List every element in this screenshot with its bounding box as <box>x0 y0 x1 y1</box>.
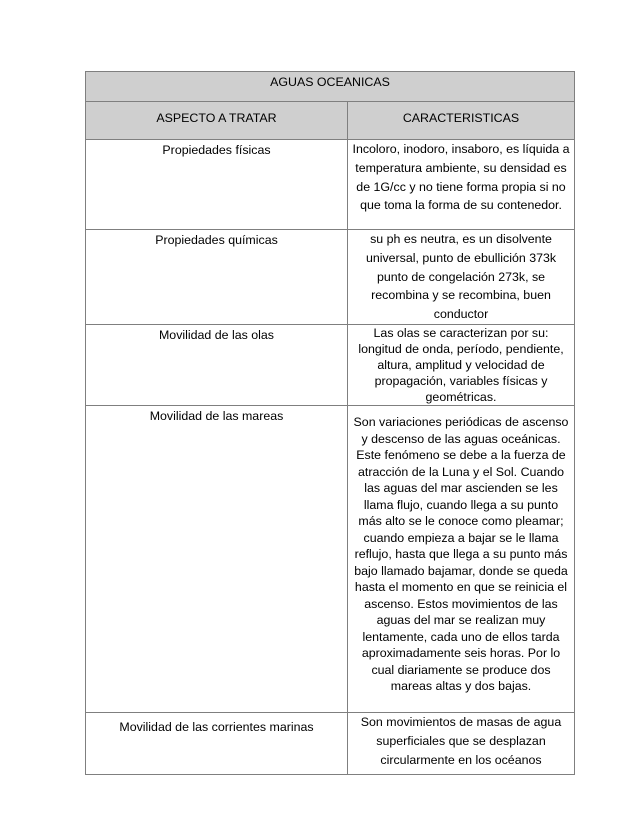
aspect-cell: Movilidad de las mareas <box>86 406 348 713</box>
aspect-cell: Movilidad de las olas <box>86 325 348 406</box>
aspect-cell: Propiedades químicas <box>86 230 348 325</box>
characteristics-cell: Incoloro, inodoro, insaboro, es líquida a temperatura ambiente, su densidad es de 1G/cc y no tiene forma propia si no que toma la forma de su contenedor. <box>348 140 575 230</box>
characteristics-cell: Son variaciones periódicas de ascenso y descenso de las aguas oceánicas. Este fenómeno se debe a la fuerza de atracción de la Luna y el Sol. Cuando las aguas del mar ascienden se les llama flujo, cuando llega a su punto más alto se le conoce como pleamar; cuando empieza a bajar se le llama reflujo, hasta que llega a su punto más bajo llamado bajamar, donde se queda hasta el momento en que se reinicia el ascenso. Estos movimientos de las aguas del mar se realizan muy lentamente, cada uno de ellos tarda aproximadamente seis horas. Por lo cual diariamente se produce dos mareas altas y dos bajas. <box>348 406 575 713</box>
characteristics-cell: Las olas se caracterizan por su: longitud de onda, período, pendiente, altura, amplitud y velocidad de propagación, variables físicas y geométricas. <box>348 325 575 406</box>
table-header-row <box>86 102 575 140</box>
characteristics-cell: Son movimientos de masas de agua superficiales que se desplazan circularmente en los océanos <box>348 713 575 775</box>
header-characteristics: CARACTERISTICAS <box>348 102 575 140</box>
aspect-cell: Propiedades físicas <box>86 140 348 230</box>
oceanic-waters-table <box>85 71 575 775</box>
table-row <box>86 230 575 325</box>
table-title-row <box>86 72 575 102</box>
table-row <box>86 140 575 230</box>
table-row <box>86 406 575 713</box>
table-title: AGUAS OCEANICAS <box>86 72 575 102</box>
aspect-cell: Movilidad de las corrientes marinas <box>86 713 348 775</box>
table-row <box>86 713 575 775</box>
table-row <box>86 325 575 406</box>
characteristics-cell: su ph es neutra, es un disolvente universal, punto de ebullición 373k punto de congelación 273k, se recombina y se recombina, buen conductor <box>348 230 575 325</box>
header-aspect: ASPECTO A TRATAR <box>86 102 348 140</box>
